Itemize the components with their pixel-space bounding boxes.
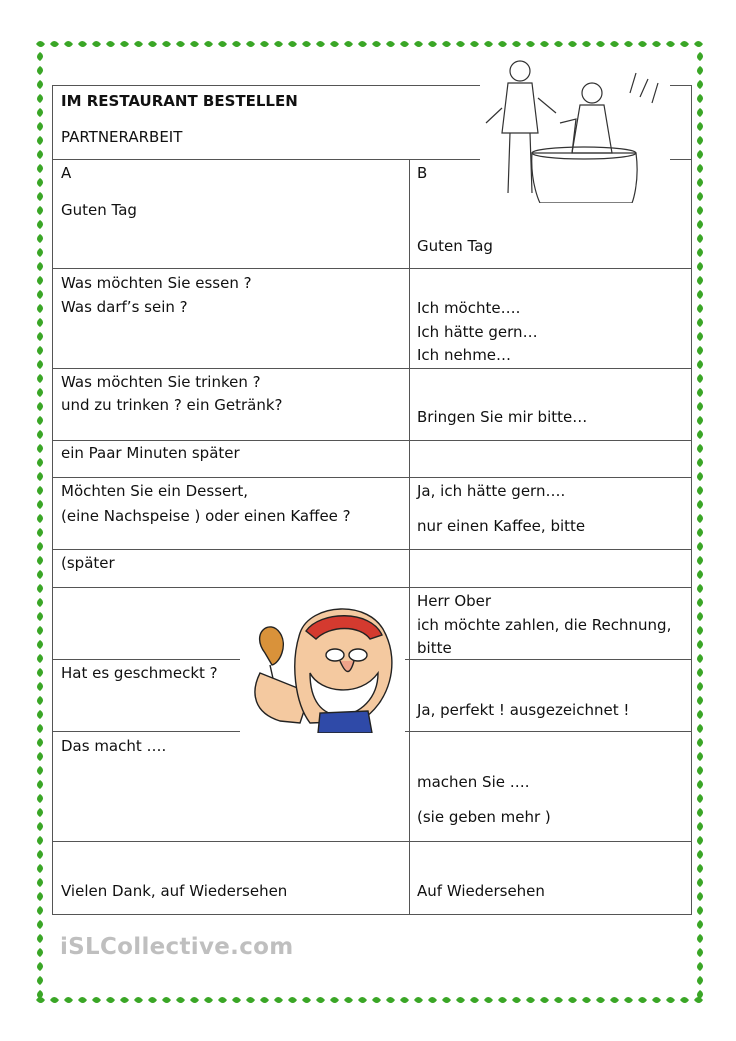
leaf-icon <box>697 388 703 397</box>
dialogue-b: ich möchte zahlen, die Rechnung, <box>417 616 672 634</box>
leaf-icon <box>680 997 689 1003</box>
dialogue-b: nur einen Kaffee, bitte <box>417 517 586 535</box>
leaf-icon <box>37 850 43 859</box>
leaf-icon <box>568 41 577 47</box>
leaf-icon <box>37 178 43 187</box>
leaf-icon <box>697 318 703 327</box>
leaf-icon <box>162 41 171 47</box>
leaf-icon <box>358 41 367 47</box>
leaf-icon <box>37 696 43 705</box>
leaf-icon <box>697 80 703 89</box>
leaf-icon <box>37 752 43 761</box>
leaf-icon <box>176 997 185 1003</box>
leaf-icon <box>624 997 633 1003</box>
leaf-icon <box>37 962 43 971</box>
leaf-icon <box>246 41 255 47</box>
leaf-icon <box>37 808 43 817</box>
dialogue-a: ein Paar Minuten später <box>61 444 240 462</box>
row-divider <box>52 477 692 478</box>
leaf-icon <box>288 997 297 1003</box>
leaf-icon <box>697 220 703 229</box>
leaf-icon <box>697 556 703 565</box>
table-border-left <box>52 85 53 915</box>
leaf-icon <box>260 41 269 47</box>
leaf-icon <box>148 997 157 1003</box>
waiter-illustration <box>480 53 670 203</box>
leaf-icon <box>428 997 437 1003</box>
leaf-icon <box>697 66 703 75</box>
leaf-icon <box>540 41 549 47</box>
leaf-icon <box>246 997 255 1003</box>
leaf-icon <box>400 41 409 47</box>
leaf-icon <box>697 262 703 271</box>
leaf-icon <box>666 41 675 47</box>
leaf-icon <box>697 192 703 201</box>
leaf-icon <box>37 920 43 929</box>
leaf-icon <box>697 430 703 439</box>
leaf-icon <box>37 66 43 75</box>
leaf-icon <box>428 41 437 47</box>
dialogue-a: Guten Tag <box>61 201 137 219</box>
leaf-icon <box>697 178 703 187</box>
page-title: IM RESTAURANT BESTELLEN <box>61 92 298 110</box>
leaf-icon <box>697 808 703 817</box>
leaf-icon <box>37 220 43 229</box>
leaf-icon <box>37 794 43 803</box>
leaf-icon <box>697 108 703 117</box>
leaf-icon <box>697 668 703 677</box>
leaf-icon <box>36 41 45 47</box>
leaf-icon <box>37 248 43 257</box>
leaf-icon <box>610 997 619 1003</box>
leaf-icon <box>697 794 703 803</box>
leaf-icon <box>498 41 507 47</box>
leaf-icon <box>37 780 43 789</box>
leaf-icon <box>470 41 479 47</box>
leaf-icon <box>697 150 703 159</box>
leaf-icon <box>37 514 43 523</box>
leaf-icon <box>442 41 451 47</box>
leaf-icon <box>218 997 227 1003</box>
leaf-icon <box>697 486 703 495</box>
leaf-icon <box>526 41 535 47</box>
leaf-icon <box>37 500 43 509</box>
row-divider <box>52 549 692 550</box>
leaf-icon <box>37 612 43 621</box>
dialogue-a: (eine Nachspeise ) oder einen Kaffee ? <box>61 507 351 525</box>
leaf-icon <box>204 41 213 47</box>
leaf-icon <box>697 780 703 789</box>
leaf-icon <box>697 52 703 61</box>
dialogue-b: Ja, ich hätte gern…. <box>417 482 566 500</box>
leaf-icon <box>37 164 43 173</box>
leaf-icon <box>697 976 703 985</box>
leaf-icon <box>37 934 43 943</box>
leaf-icon <box>92 41 101 47</box>
leaf-icon <box>694 997 703 1003</box>
leaf-icon <box>582 41 591 47</box>
leaf-icon <box>37 332 43 341</box>
dialogue-b: Ich möchte…. <box>417 299 521 317</box>
leaf-icon <box>442 997 451 1003</box>
leaf-icon <box>148 41 157 47</box>
dialogue-b: machen Sie …. <box>417 773 530 791</box>
leaf-icon <box>697 738 703 747</box>
leaf-icon <box>330 997 339 1003</box>
leaf-icon <box>37 318 43 327</box>
leaf-icon <box>582 997 591 1003</box>
leaf-icon <box>316 41 325 47</box>
leaf-icon <box>232 41 241 47</box>
leaf-icon <box>330 41 339 47</box>
leaf-icon <box>470 997 479 1003</box>
leaf-icon <box>697 822 703 831</box>
leaf-icon <box>120 41 129 47</box>
leaf-icon <box>50 41 59 47</box>
leaf-icon <box>37 598 43 607</box>
leaf-icon <box>697 290 703 299</box>
dialogue-a: Vielen Dank, auf Wiedersehen <box>61 882 288 900</box>
leaf-icon <box>134 997 143 1003</box>
leaf-icon <box>78 997 87 1003</box>
leaf-icon <box>526 997 535 1003</box>
leaf-icon <box>697 626 703 635</box>
leaf-icon <box>37 556 43 565</box>
leaf-icon <box>37 528 43 537</box>
leaf-icon <box>484 41 493 47</box>
leaf-icon <box>386 997 395 1003</box>
leaf-icon <box>697 542 703 551</box>
dialogue-a: Was möchten Sie trinken ? <box>61 373 261 391</box>
leaf-icon <box>680 41 689 47</box>
leaf-icon <box>414 41 423 47</box>
leaf-icon <box>37 150 43 159</box>
leaf-icon <box>190 997 199 1003</box>
leaf-icon <box>37 346 43 355</box>
dialogue-b: (sie geben mehr ) <box>417 808 551 826</box>
leaf-icon <box>64 41 73 47</box>
leaf-icon <box>697 934 703 943</box>
dialogue-b: bitte <box>417 639 452 657</box>
leaf-icon <box>37 766 43 775</box>
leaf-icon <box>697 500 703 509</box>
leaf-icon <box>372 41 381 47</box>
leaf-icon <box>37 976 43 985</box>
leaf-icon <box>498 997 507 1003</box>
leaf-icon <box>37 892 43 901</box>
leaf-icon <box>697 906 703 915</box>
leaf-icon <box>697 654 703 663</box>
dialogue-a: Möchten Sie ein Dessert, <box>61 482 249 500</box>
dialogue-a: Hat es geschmeckt ? <box>61 664 218 682</box>
leaf-icon <box>697 360 703 369</box>
leaf-icon <box>456 997 465 1003</box>
row-divider <box>52 368 692 369</box>
leaf-icon <box>568 997 577 1003</box>
leaf-icon <box>37 486 43 495</box>
leaf-icon <box>554 41 563 47</box>
column-divider <box>409 159 410 915</box>
leaf-icon <box>697 206 703 215</box>
leaf-icon <box>260 997 269 1003</box>
leaf-icon <box>540 997 549 1003</box>
leaf-icon <box>638 997 647 1003</box>
leaf-icon <box>176 41 185 47</box>
leaf-icon <box>697 570 703 579</box>
leaf-icon <box>400 997 409 1003</box>
leaf-icon <box>697 234 703 243</box>
dialogue-b: Ich hätte gern… <box>417 323 538 341</box>
leaf-icon <box>37 458 43 467</box>
leaf-icon <box>697 346 703 355</box>
dialogue-b: Ja, perfekt ! ausgezeichnet ! <box>417 701 630 719</box>
leaf-icon <box>697 248 703 257</box>
leaf-icon <box>162 997 171 1003</box>
leaf-icon <box>37 430 43 439</box>
leaf-icon <box>697 276 703 285</box>
leaf-icon <box>37 262 43 271</box>
leaf-icon <box>288 41 297 47</box>
leaf-icon <box>666 997 675 1003</box>
leaf-icon <box>37 878 43 887</box>
leaf-icon <box>697 584 703 593</box>
leaf-icon <box>37 472 43 481</box>
leaf-icon <box>37 444 43 453</box>
leaf-icon <box>37 724 43 733</box>
leaf-icon <box>697 962 703 971</box>
leaf-icon <box>554 997 563 1003</box>
leaf-icon <box>414 997 423 1003</box>
leaf-icon <box>697 696 703 705</box>
leaf-icon <box>697 724 703 733</box>
leaf-icon <box>64 997 73 1003</box>
leaf-icon <box>694 41 703 47</box>
leaf-icon <box>372 997 381 1003</box>
row-divider <box>52 268 692 269</box>
leaf-icon <box>37 948 43 957</box>
column-b-label: B <box>417 164 428 182</box>
leaf-icon <box>697 878 703 887</box>
leaf-icon <box>697 94 703 103</box>
leaf-icon <box>697 514 703 523</box>
leaf-icon <box>302 997 311 1003</box>
leaf-icon <box>316 997 325 1003</box>
leaf-icon <box>78 41 87 47</box>
leaf-icon <box>37 52 43 61</box>
leaf-icon <box>697 864 703 873</box>
leaf-icon <box>697 402 703 411</box>
leaf-icon <box>697 836 703 845</box>
leaf-icon <box>37 122 43 131</box>
leaf-icon <box>37 738 43 747</box>
leaf-icon <box>638 41 647 47</box>
leaf-icon <box>484 997 493 1003</box>
leaf-icon <box>37 584 43 593</box>
dialogue-b: Bringen Sie mir bitte… <box>417 408 588 426</box>
leaf-icon <box>37 374 43 383</box>
leaf-icon <box>697 850 703 859</box>
leaf-icon <box>37 668 43 677</box>
leaf-icon <box>697 122 703 131</box>
row-divider <box>52 841 692 842</box>
leaf-icon <box>697 374 703 383</box>
leaf-icon <box>106 997 115 1003</box>
leaf-icon <box>697 920 703 929</box>
leaf-icon <box>610 41 619 47</box>
leaf-icon <box>697 472 703 481</box>
leaf-icon <box>37 136 43 145</box>
leaf-icon <box>106 41 115 47</box>
page-subtitle: PARTNERARBEIT <box>61 128 183 146</box>
leaf-icon <box>302 41 311 47</box>
leaf-icon <box>652 41 661 47</box>
row-divider <box>52 440 692 441</box>
leaf-icon <box>37 626 43 635</box>
leaf-icon <box>697 416 703 425</box>
row-divider <box>52 587 692 588</box>
leaf-icon <box>37 682 43 691</box>
leaf-icon <box>697 892 703 901</box>
leaf-icon <box>697 444 703 453</box>
eating-character-illustration <box>240 603 405 733</box>
worksheet <box>52 85 692 915</box>
leaf-icon <box>697 598 703 607</box>
leaf-icon <box>37 864 43 873</box>
leaf-icon <box>697 528 703 537</box>
leaf-icon <box>697 640 703 649</box>
leaf-icon <box>37 542 43 551</box>
dialogue-b: Herr Ober <box>417 592 492 610</box>
leaf-icon <box>37 570 43 579</box>
leaf-icon <box>37 906 43 915</box>
leaf-icon <box>697 682 703 691</box>
leaf-icon <box>190 41 199 47</box>
leaf-icon <box>697 458 703 467</box>
leaf-icon <box>512 41 521 47</box>
leaf-icon <box>37 822 43 831</box>
column-a-label: A <box>61 164 72 182</box>
leaf-icon <box>274 41 283 47</box>
leaf-icon <box>37 640 43 649</box>
leaf-icon <box>37 94 43 103</box>
watermark: iSLCollective.com <box>60 934 294 960</box>
leaf-icon <box>37 360 43 369</box>
dialogue-a: Was möchten Sie essen ? <box>61 274 252 292</box>
leaf-icon <box>386 41 395 47</box>
leaf-icon <box>274 997 283 1003</box>
leaf-icon <box>37 654 43 663</box>
leaf-icon <box>697 164 703 173</box>
leaf-icon <box>232 997 241 1003</box>
dialogue-b: Guten Tag <box>417 237 493 255</box>
leaf-icon <box>37 192 43 201</box>
leaf-icon <box>697 766 703 775</box>
leaf-icon <box>512 997 521 1003</box>
leaf-icon <box>204 997 213 1003</box>
leaf-icon <box>218 41 227 47</box>
leaf-icon <box>697 752 703 761</box>
leaf-icon <box>358 997 367 1003</box>
leaf-icon <box>92 997 101 1003</box>
leaf-icon <box>37 402 43 411</box>
dialogue-b: Ich nehme… <box>417 346 512 364</box>
leaf-icon <box>37 290 43 299</box>
dialogue-a: und zu trinken ? ein Getränk? <box>61 396 283 414</box>
dialogue-a: Das macht …. <box>61 737 167 755</box>
leaf-icon <box>344 41 353 47</box>
table-border-bottom <box>52 914 692 915</box>
leaf-icon <box>456 41 465 47</box>
leaf-icon <box>697 948 703 957</box>
leaf-icon <box>37 710 43 719</box>
leaf-icon <box>37 388 43 397</box>
leaf-icon <box>37 234 43 243</box>
dialogue-a: (später <box>61 554 115 572</box>
leaf-icon <box>50 997 59 1003</box>
leaf-icon <box>37 836 43 845</box>
dialogue-b: Auf Wiedersehen <box>417 882 545 900</box>
leaf-icon <box>596 41 605 47</box>
leaf-icon <box>697 612 703 621</box>
leaf-icon <box>37 416 43 425</box>
leaf-icon <box>652 997 661 1003</box>
leaf-icon <box>697 332 703 341</box>
leaf-icon <box>37 108 43 117</box>
leaf-icon <box>37 304 43 313</box>
leaf-icon <box>37 80 43 89</box>
leaf-icon <box>344 997 353 1003</box>
table-border-right <box>691 85 692 915</box>
leaf-icon <box>596 997 605 1003</box>
leaf-icon <box>624 41 633 47</box>
leaf-icon <box>697 304 703 313</box>
leaf-icon <box>134 41 143 47</box>
leaf-icon <box>120 997 129 1003</box>
leaf-icon <box>37 206 43 215</box>
leaf-icon <box>37 276 43 285</box>
leaf-icon <box>697 710 703 719</box>
leaf-icon <box>697 136 703 145</box>
dialogue-a: Was darf’s sein ? <box>61 298 188 316</box>
